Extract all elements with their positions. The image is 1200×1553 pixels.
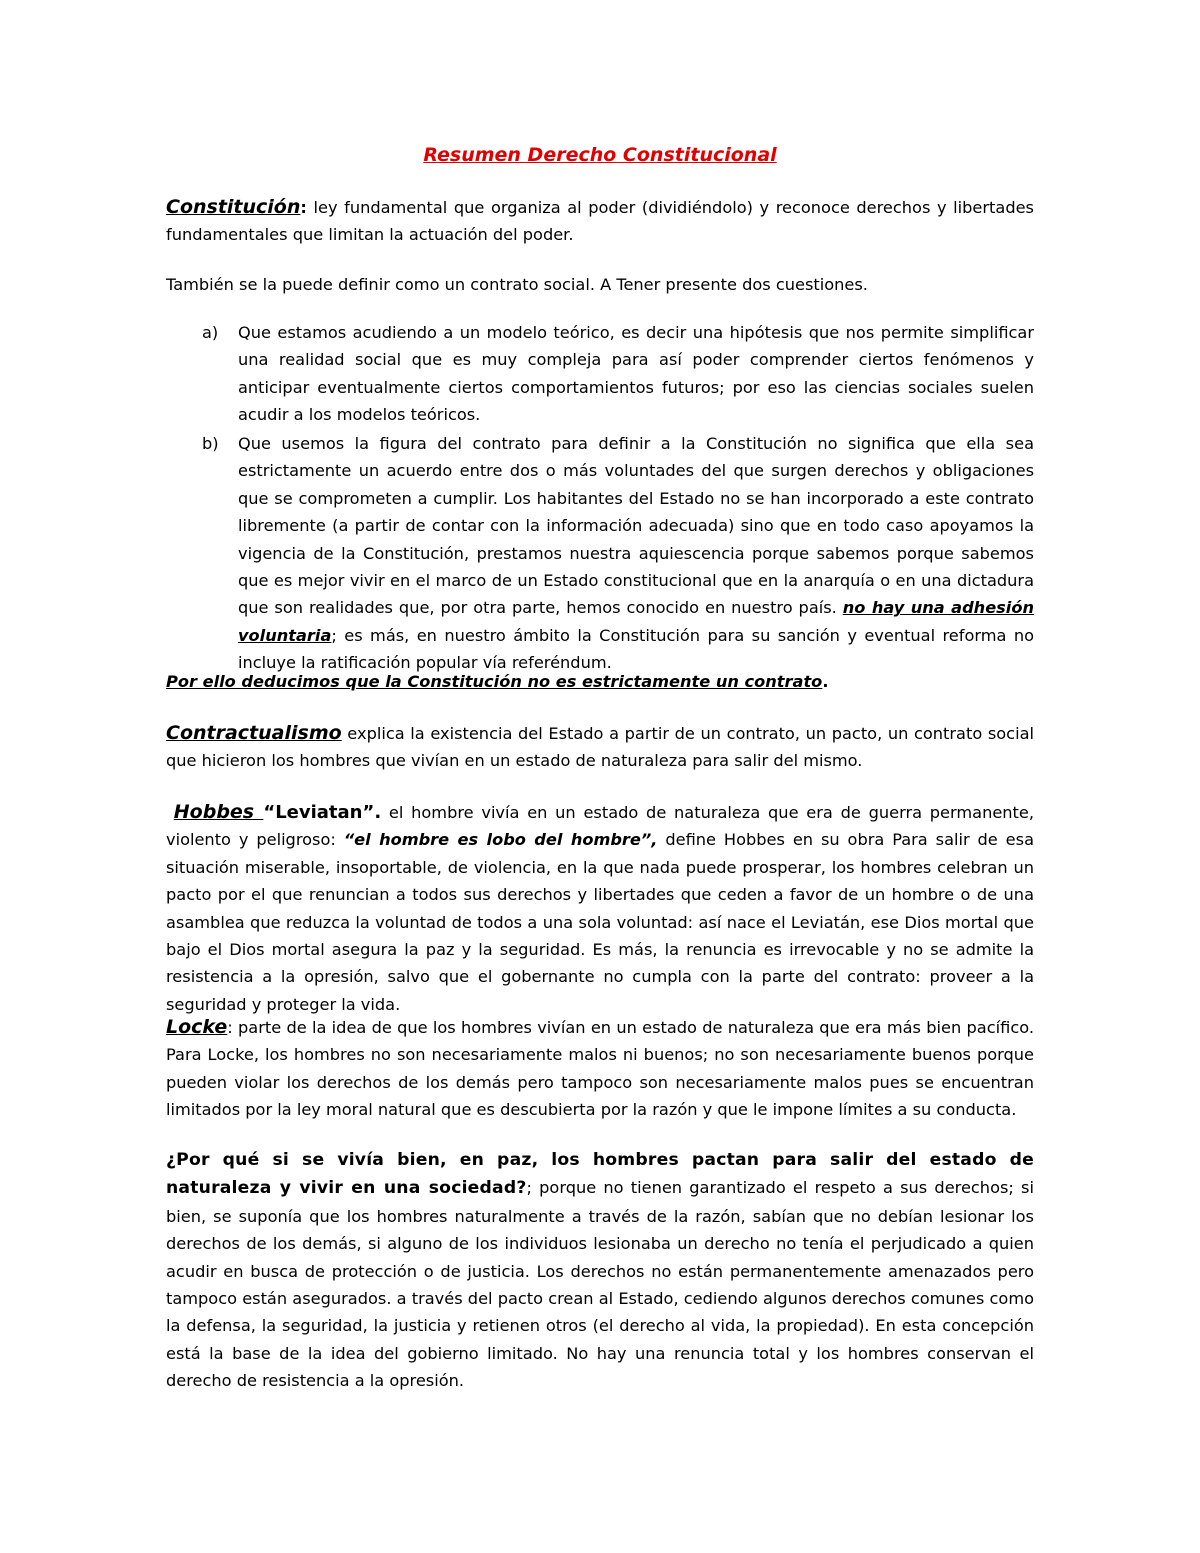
list-marker-a: a) (202, 323, 219, 342)
hobbes-text-2: define Hobbes en su obra Para salir de esa situación miserable, insoportable, de violencia, en la que nada puede prosperar, los hombres celebran un pacto por el que renuncian a todos sus derechos y libertades que ceden a favor de un hombre o de una asamblea que reduzca la voluntad de todos a una sola voluntad: así nace el Leviatán, ese Dios mortal que bajo el Dios mortal asegura la paz y la seguridad. Es más, la renuncia es irrevocable y no se admite la resistencia a la opresión, salvo que el gobernante no cumpla con la parte del contrato: proveer a la seguridad y proteger la vida. (166, 830, 1034, 1014)
contractualismo-text: explica la existencia del Estado a partir de un contrato, un pacto, un contrato social que hicieron los hombres que vivían en un estado de naturaleza para salir del mismo. (166, 724, 1034, 771)
constitucion-paragraph (166, 194, 1034, 249)
deduccion-end: . (822, 672, 829, 691)
list-text-b (238, 430, 1034, 677)
page-title: Resumen Derecho Constitucional (423, 144, 777, 166)
hobbes-term: Hobbes (173, 801, 264, 823)
hobbes-quote: “el hombre es lobo del hombre”, (343, 830, 658, 850)
list-marker-b: b) (202, 434, 219, 453)
hobbes-paragraph (166, 799, 1034, 1018)
constitucion-sep: : (300, 198, 307, 217)
deduccion-paragraph (166, 668, 1034, 695)
pregunta-question: ¿Por qué si se vivía bien, en paz, los hombres pactan para salir del estado de naturaleza y vivir en una sociedad? (166, 1150, 1034, 1199)
constitucion-text: ley fundamental que organiza al poder (dividiéndolo) y reconoce derechos y libertades fundamentales que limitan la actuación del poder. (166, 198, 1034, 245)
locke-sep: : (227, 1018, 233, 1037)
pregunta-paragraph (166, 1146, 1034, 1395)
locke-paragraph (166, 1014, 1034, 1124)
locke-term: Locke (166, 1016, 228, 1038)
locke-text: parte de la idea de que los hombres vivían en un estado de naturaleza que era más bien pacífico. Para Locke, los hombres no son necesariamente malos ni buenos; no son necesariamente buenos porque pueden violar los derechos de los demás pero tampoco son necesariamente malos pues se encuentran limitados por la ley moral natural que es descubierta por la razón y que le impone límites a su conducta. (166, 1018, 1034, 1120)
hobbes-text-1: el hombre vivía en un estado de naturaleza que era de guerra permanente, violento y peligroso: (166, 803, 1035, 850)
deduccion-text: Por ello deducimos que la Constitución no es estrictamente un contrato (166, 672, 823, 691)
hobbes-work: “Leviatan”. (263, 802, 382, 823)
list-text-a: Que estamos acudiendo a un modelo teórico, es decir una hipótesis que nos permite simplificar una realidad social que es muy compleja para así poder comprender ciertos fenómenos y anticipar eventualmente ciertos comportamientos futuros; por eso las ciencias sociales suelen acudir a los modelos teóricos. (238, 323, 1034, 425)
adhesion-emphasis: no hay una adhesión voluntaria (238, 598, 1034, 645)
tambien-paragraph: También se la puede definir como un contrato social. A Tener presente dos cuestiones. (166, 275, 868, 294)
list-text-b-part2: ; es más, en nuestro ámbito la Constitución para su sanción y eventual reforma no incluye la ratificación popular vía referéndum. (238, 625, 1034, 673)
pregunta-text: ; porque no tienen garantizado el respeto a sus derechos; si bien, se suponía que los hombres naturalmente a través de la razón, sabían que no debían lesionar los derechos de los demás, si alguno de los individuos lesionaba un derecho no tenía el perjudicado a quien acudir en busca de protección o de justicia. Los derechos no están permanentemente amenazados pero tampoco están asegurados. a través del pacto crean al Estado, cediendo algunos derechos comunes como la defensa, la seguridad, la justicia y retienen otros (el derecho al vida, la propiedad). En esta concepción está la base de la idea del gobierno limitado. No hay una renuncia total y los hombres conservan el derecho de resistencia a la opresión. (166, 1178, 1034, 1391)
contractualismo-paragraph (166, 720, 1034, 775)
contractualismo-term: Contractualismo (166, 722, 342, 744)
constitucion-term: Constitución (166, 196, 301, 218)
list-text-b-part1: Que usemos la figura del contrato para definir a la Constitución no significa que ella sea estrictamente un acuerdo entre dos o más voluntades del que surgen derechos y obligaciones que se comprometen a cumplir. Los habitantes del Estado no se han incorporado a este contrato libremente (a partir de contar con la información adecuada) sino que en todo caso apoyamos la vigencia de la Constitución, prestamos nuestra aquiescencia porque sabemos porque sabemos que es mejor vivir en el marco de un Estado constitucional que en la anarquía o en una dictadura que son realidades que, por otra parte, hemos conocido en nuestro país. (238, 434, 1034, 618)
